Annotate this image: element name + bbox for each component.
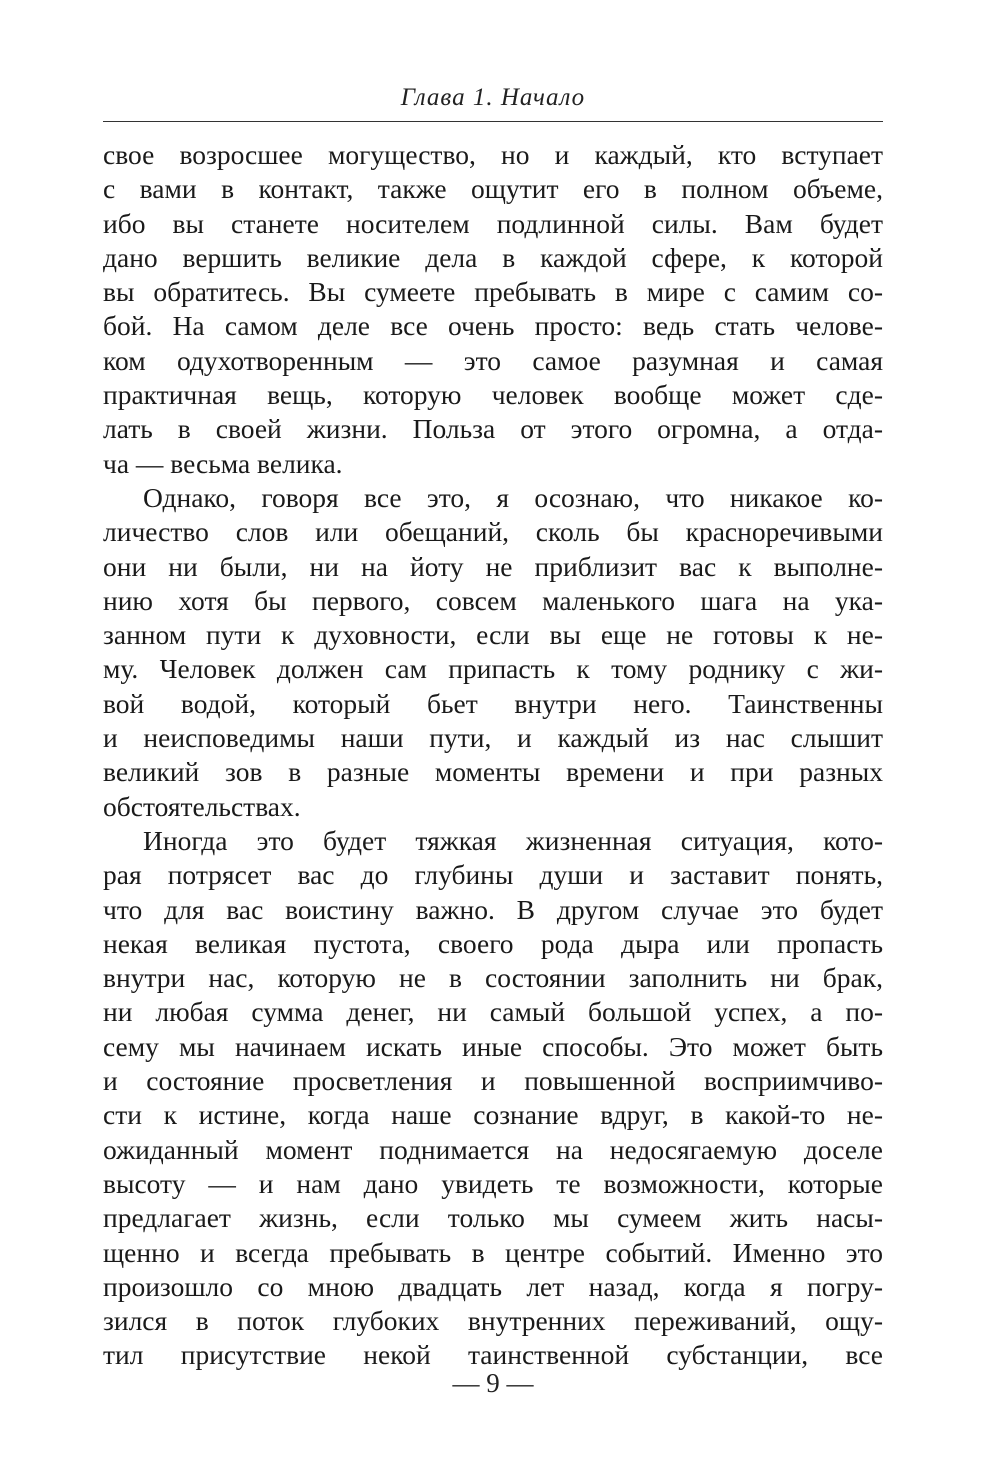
text-line: ни любая сумма денег, ни самый большой успех, а по- (103, 996, 883, 1028)
header-rule (103, 121, 883, 122)
text-line: ком одухотворенным — это самое разумная и самая (103, 344, 883, 376)
text-line: личество слов или обещаний, сколь бы красноречивыми (103, 516, 883, 548)
text-line: и неисповедимы наши пути, и каждый из нас слышит (103, 722, 883, 754)
text-line: ожиданный момент поднимается на недосягаемую доселе (103, 1133, 883, 1165)
paragraph (103, 481, 883, 824)
text-line: бой. На самом деле все очень просто: ведь стать челове- (103, 310, 883, 342)
text-line: ча — весьма велика. (103, 447, 343, 479)
text-line: они ни были, ни на йоту не приблизит вас к выполне- (103, 550, 883, 582)
text-line: внутри нас, которую не в состоянии заполнить ни брак, (103, 962, 883, 994)
text-line: обстоятельствах. (103, 790, 301, 822)
text-line: рая потрясет вас до глубины души и заставит понять, (103, 859, 883, 891)
text-line: и состояние просветления и повышенной восприимчиво- (103, 1065, 883, 1097)
running-head: Глава 1. Начало (400, 84, 586, 111)
text-line: высоту — и нам дано увидеть те возможности, которые (103, 1167, 883, 1199)
text-line: лать в своей жизни. Польза от этого огромна, а отда- (103, 413, 883, 445)
text-line: произошло со мною двадцать лет назад, когда я погру- (103, 1270, 883, 1302)
text-line: сему мы начинаем искать иные способы. Это может быть (103, 1030, 883, 1062)
text-line: вы обратитесь. Вы сумеете пребывать в мире с самим со- (103, 276, 883, 308)
text-line: что для вас воистину важно. В другом случае это будет (103, 893, 883, 925)
page-number: — 9 — (452, 1368, 534, 1398)
text-line: предлагает жизнь, если только мы сумеем жить насы- (103, 1202, 883, 1234)
text-line: щенно и всегда пребывать в центре событий. Именно это (103, 1236, 883, 1268)
text-line: сти к истине, когда наше сознание вдруг, в какой-то не- (103, 1099, 883, 1131)
text-line: некая великая пустота, своего рода дыра или пропасть (103, 927, 883, 959)
text-line: великий зов в разные моменты времени и при разных (103, 756, 883, 788)
text-line: Иногда это будет тяжкая жизненная ситуация, кото- (143, 824, 883, 856)
text-line: тил присутствие некой таинственной субстанции, все (103, 1339, 883, 1371)
text-line: нию хотя бы первого, совсем маленького шага на ука- (103, 584, 883, 616)
body-text (103, 138, 883, 1373)
text-line: му. Человек должен сам припасть к тому роднику с жи- (103, 653, 883, 685)
paragraph (103, 824, 883, 1373)
text-line: ибо вы станете носителем подлинной силы. Вам будет (103, 207, 883, 239)
text-line: с вами в контакт, также ощутит его в полном объеме, (103, 173, 883, 205)
paragraph (103, 138, 883, 481)
text-line: Однако, говоря все это, я осознаю, что никакое ко- (143, 481, 883, 513)
text-line: зился в поток глубоких внутренних переживаний, ощу- (103, 1305, 883, 1337)
text-line: практичная вещь, которую человек вообще может сде- (103, 379, 883, 411)
text-line: занном пути к духовности, если вы еще не готовы к не- (103, 619, 883, 651)
text-line: дано вершить великие дела в каждой сфере, к которой (103, 241, 883, 273)
book-page (103, 0, 883, 1481)
text-line: вой водой, который бьет внутри него. Таинственны (103, 687, 883, 719)
text-line: свое возросшее могущество, но и каждый, кто вступает (103, 139, 883, 170)
